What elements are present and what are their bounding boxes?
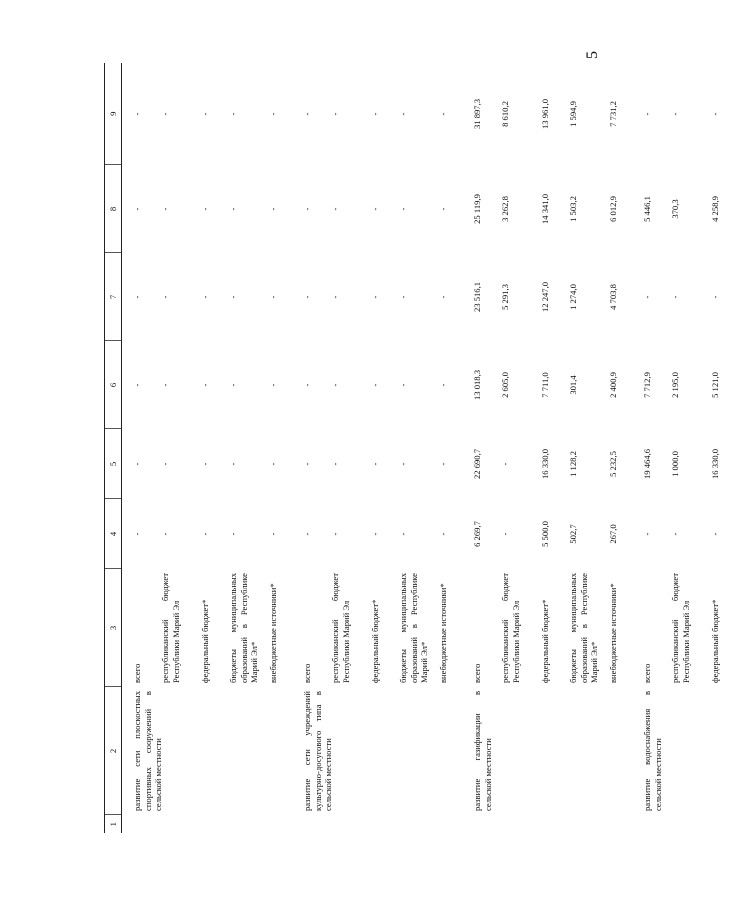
value-cell: 370,3: [670, 199, 681, 219]
value-cell: 301,4: [568, 375, 579, 395]
value-cell: -: [398, 112, 409, 116]
value-cell: 1 274,0: [568, 284, 579, 310]
funding-source: всего: [472, 663, 483, 683]
value-cell: -: [438, 532, 449, 536]
value-cell: -: [132, 532, 143, 536]
value-cell: 1 503,2: [568, 196, 579, 222]
value-cell: -: [330, 532, 341, 536]
value-cell: -: [302, 295, 313, 299]
funding-source: федеральный бюджет*: [370, 599, 381, 683]
value-cell: 5 291,3: [500, 284, 511, 310]
value-cell: -: [132, 207, 143, 211]
value-cell: 4 703,8: [608, 284, 619, 310]
value-cell: -: [398, 383, 409, 387]
value-cell: -: [200, 207, 211, 211]
financing-table: [104, 63, 734, 833]
value-cell: -: [370, 532, 381, 536]
value-cell: 6 012,9: [608, 196, 619, 222]
value-cell: -: [160, 207, 171, 211]
value-cell: -: [132, 383, 143, 387]
value-cell: 1 128,2: [568, 451, 579, 477]
value-cell: -: [132, 462, 143, 466]
value-cell: -: [710, 295, 721, 299]
value-cell: -: [160, 462, 171, 466]
value-cell: -: [200, 462, 211, 466]
value-cell: -: [398, 207, 409, 211]
value-cell: -: [228, 295, 239, 299]
value-cell: 267,0: [608, 524, 619, 544]
value-cell: -: [228, 112, 239, 116]
column-header: 2: [105, 687, 122, 815]
funding-source: внебюджетные источники*: [268, 583, 279, 683]
value-cell: 16 330,0: [540, 448, 551, 480]
value-cell: -: [132, 112, 143, 116]
value-cell: 4 258,9: [710, 196, 721, 222]
funding-source: бюджеты муниципальных образований в Республике Марий Эл*: [568, 573, 599, 683]
value-cell: 1 000,0: [670, 451, 681, 477]
value-cell: 5 121,0: [710, 372, 721, 398]
value-cell: -: [710, 112, 721, 116]
value-cell: 13 018,3: [472, 369, 483, 401]
table-body: [122, 63, 734, 833]
value-cell: 7 711,0: [540, 372, 551, 398]
rotated-table-container: [104, 63, 721, 833]
value-cell: 2 400,9: [608, 372, 619, 398]
value-cell: 502,7: [568, 524, 579, 544]
funding-source: республиканский бюджет Республики Марий Эл: [330, 573, 351, 683]
direction-title: развитие водоснабжения в сельской местности: [642, 691, 663, 811]
row-number-cell: [366, 815, 394, 833]
value-cell: -: [302, 112, 313, 116]
column-header: 8: [105, 165, 122, 253]
value-cell: -: [200, 532, 211, 536]
table-row: [632, 63, 666, 833]
row-number-cell: [666, 815, 706, 833]
value-cell: 14 341,0: [540, 193, 551, 225]
row-number-cell: [604, 815, 632, 833]
value-cell: -: [642, 532, 653, 536]
value-cell: -: [370, 462, 381, 466]
value-cell: -: [670, 532, 681, 536]
value-cell: -: [370, 112, 381, 116]
column-header: 7: [105, 253, 122, 341]
value-cell: -: [268, 112, 279, 116]
value-cell: 19 464,6: [642, 448, 653, 480]
row-number-cell: [496, 815, 536, 833]
value-cell: -: [268, 295, 279, 299]
value-cell: -: [398, 532, 409, 536]
value-cell: 3 262,8: [500, 196, 511, 222]
value-cell: 31 897,3: [472, 98, 483, 130]
value-cell: -: [302, 383, 313, 387]
value-cell: -: [500, 462, 511, 466]
value-cell: -: [228, 207, 239, 211]
funding-source: бюджеты муниципальных образований в Республике Марий Эл*: [398, 573, 429, 683]
value-cell: -: [398, 462, 409, 466]
value-cell: -: [132, 295, 143, 299]
funding-source: всего: [642, 663, 653, 683]
row-number-cell: [536, 815, 564, 833]
funding-source: всего: [302, 663, 313, 683]
direction-title: развитие сети плоскостных спортивных сооружений в сельской местности: [132, 691, 163, 811]
value-cell: -: [228, 462, 239, 466]
value-cell: -: [438, 112, 449, 116]
value-cell: -: [500, 532, 511, 536]
value-cell: 5 446,1: [642, 196, 653, 222]
value-cell: -: [160, 383, 171, 387]
value-cell: -: [268, 207, 279, 211]
value-cell: -: [642, 112, 653, 116]
value-cell: 7 712,9: [642, 372, 653, 398]
table-row: [292, 63, 326, 833]
value-cell: -: [160, 532, 171, 536]
value-cell: -: [398, 295, 409, 299]
column-header: 4: [105, 499, 122, 569]
value-cell: -: [370, 295, 381, 299]
row-number-cell: [122, 815, 157, 833]
row-number-cell: [326, 815, 366, 833]
table-row: [462, 63, 496, 833]
value-cell: 2 605,0: [500, 372, 511, 398]
value-cell: -: [268, 462, 279, 466]
value-cell: 2 195,0: [670, 372, 681, 398]
row-number-cell: [196, 815, 224, 833]
value-cell: 6 269,7: [472, 521, 483, 547]
row-number-cell: [462, 815, 496, 833]
value-cell: -: [268, 383, 279, 387]
row-number-cell: [292, 815, 326, 833]
value-cell: 22 690,7: [472, 448, 483, 480]
value-cell: -: [330, 295, 341, 299]
value-cell: 5 500,0: [540, 521, 551, 547]
value-cell: -: [370, 383, 381, 387]
funding-source: республиканский бюджет Республики Марий Эл: [670, 573, 691, 683]
value-cell: -: [200, 383, 211, 387]
value-cell: 13 961,0: [540, 98, 551, 130]
value-cell: -: [302, 532, 313, 536]
value-cell: 16 330,0: [710, 448, 721, 480]
value-cell: 8 610,2: [500, 101, 511, 127]
page-number: 5: [584, 51, 601, 59]
value-cell: -: [710, 532, 721, 536]
value-cell: -: [330, 383, 341, 387]
value-cell: 7 731,2: [608, 101, 619, 127]
value-cell: 1 594,9: [568, 101, 579, 127]
funding-source: внебюджетные источники*: [608, 583, 619, 683]
funding-source: федеральный бюджет*: [200, 599, 211, 683]
value-cell: -: [330, 207, 341, 211]
row-number-cell: [264, 815, 292, 833]
row-number-cell: [706, 815, 734, 833]
row-number-cell: [224, 815, 264, 833]
value-cell: -: [302, 462, 313, 466]
value-cell: -: [670, 112, 681, 116]
table-row: [122, 63, 157, 833]
column-header: 9: [105, 63, 122, 165]
value-cell: 23 516,1: [472, 281, 483, 313]
column-header: 6: [105, 341, 122, 429]
header-row: [105, 63, 122, 833]
funding-source: республиканский бюджет Республики Марий Эл: [160, 573, 181, 683]
column-header: 3: [105, 569, 122, 687]
row-number-cell: [564, 815, 604, 833]
value-cell: -: [330, 112, 341, 116]
direction-title: развитие сети учреждений культурно-досугового типа в сельской местности: [302, 691, 333, 811]
row-number-cell: [632, 815, 666, 833]
value-cell: 5 232,5: [608, 451, 619, 477]
value-cell: -: [268, 532, 279, 536]
row-number-cell: [434, 815, 462, 833]
value-cell: -: [370, 207, 381, 211]
row-number-cell: [394, 815, 434, 833]
value-cell: -: [200, 295, 211, 299]
value-cell: -: [438, 462, 449, 466]
value-cell: -: [228, 383, 239, 387]
funding-source: федеральный бюджет*: [540, 599, 551, 683]
row-number-cell: [156, 815, 196, 833]
value-cell: -: [642, 295, 653, 299]
funding-source: внебюджетные источники*: [438, 583, 449, 683]
value-cell: -: [670, 295, 681, 299]
value-cell: -: [160, 295, 171, 299]
funding-source: всего: [132, 663, 143, 683]
value-cell: -: [160, 112, 171, 116]
value-cell: -: [438, 295, 449, 299]
column-header: 1: [105, 815, 122, 833]
value-cell: -: [438, 383, 449, 387]
value-cell: -: [228, 532, 239, 536]
value-cell: -: [302, 207, 313, 211]
value-cell: -: [200, 112, 211, 116]
direction-title: развитие газификации в сельской местности: [472, 691, 493, 811]
value-cell: -: [330, 462, 341, 466]
value-cell: -: [438, 207, 449, 211]
value-cell: 12 247,0: [540, 281, 551, 313]
funding-source: федеральный бюджет*: [710, 599, 721, 683]
funding-source: бюджеты муниципальных образований в Республике Марий Эл*: [228, 573, 259, 683]
funding-source: республиканский бюджет Республики Марий Эл: [500, 573, 521, 683]
table-header: [105, 63, 122, 833]
value-cell: 25 119,9: [472, 194, 483, 224]
column-header: 5: [105, 429, 122, 499]
